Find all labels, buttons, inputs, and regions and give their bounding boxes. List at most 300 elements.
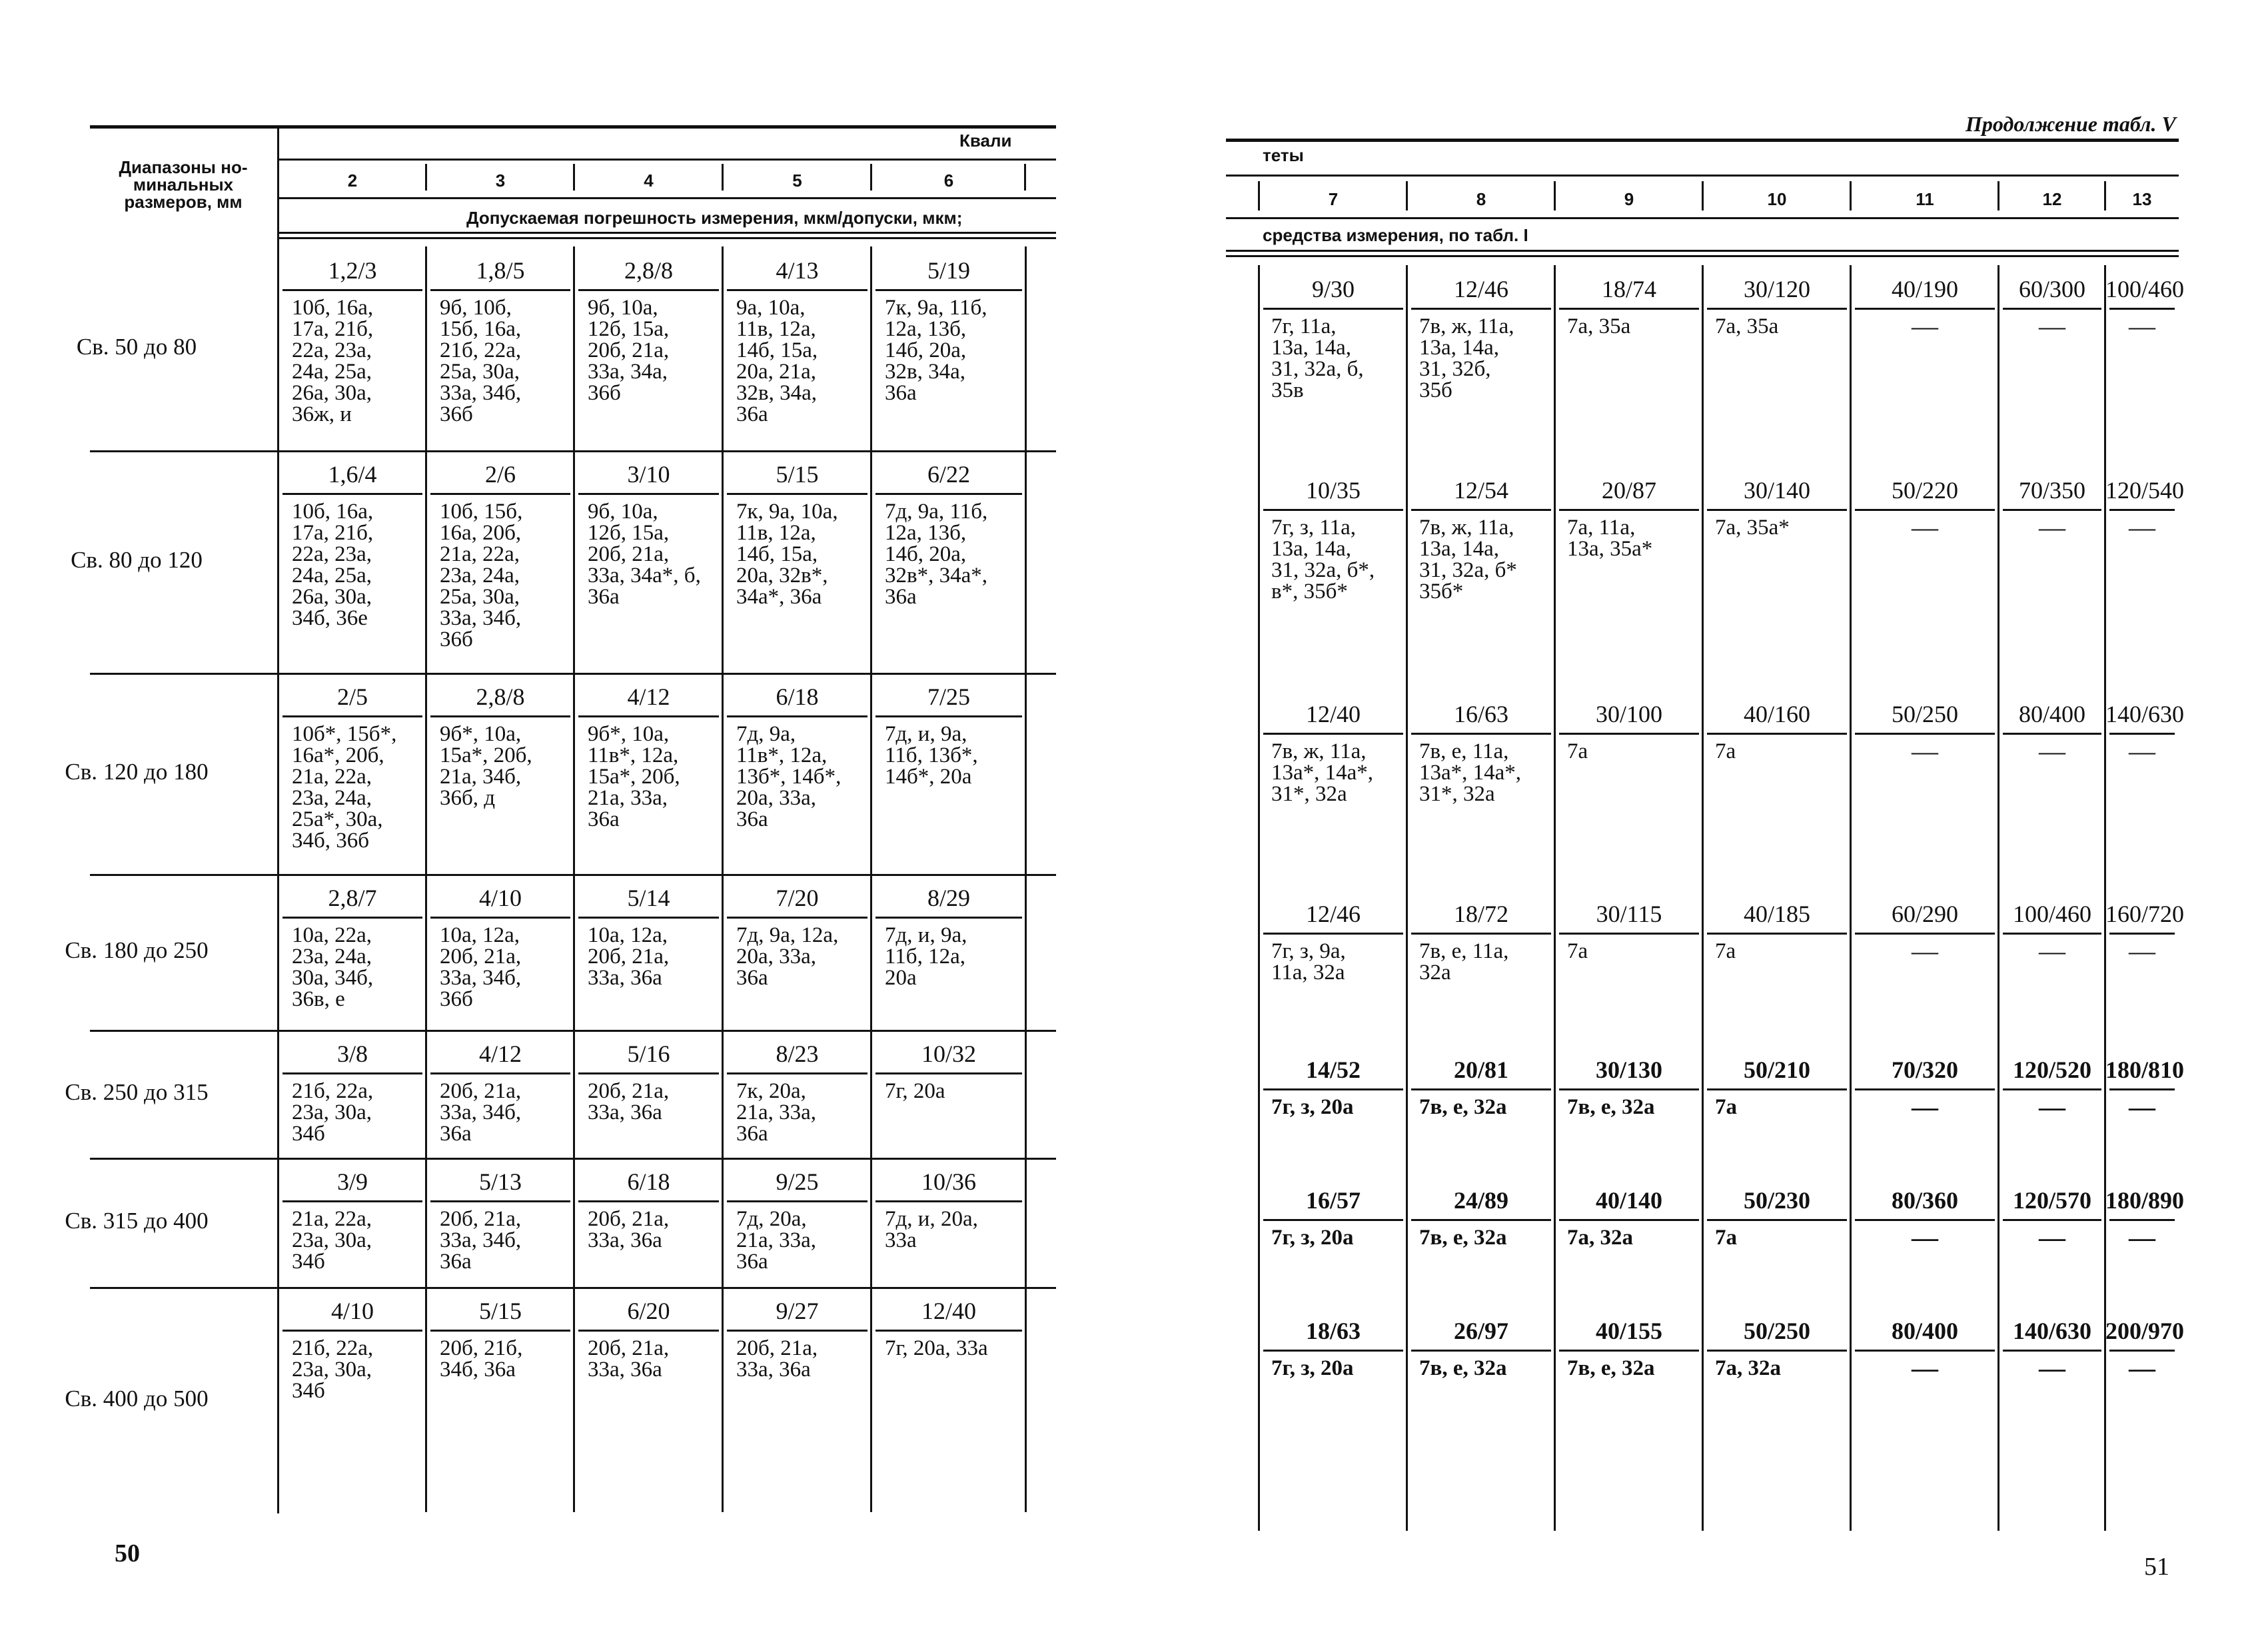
instrument-list: 7в, е, 11а, 32а [1419, 939, 1509, 985]
tolerance-rule [2109, 1350, 2175, 1352]
tolerance-value: 120/540 [2105, 477, 2185, 504]
instrument-list: 9б, 10б, 15б, 16а, 21б, 22а, 25а, 30а, 33а, 34б, 36б [440, 296, 522, 426]
instrument-list: — [1912, 936, 1938, 966]
quality-header: 5 [792, 171, 802, 191]
instrument-list: 7д, 9а, 12а, 20а, 33а, 36а [736, 923, 839, 990]
quality-header: 10 [1767, 189, 1787, 209]
tolerance-rule [2003, 1350, 2101, 1352]
instrument-list: 9б, 10а, 12б, 15а, 20б, 21а, 33а, 34а, 36б [588, 296, 670, 405]
tolerance-value: 7/20 [776, 885, 819, 911]
row-rule [90, 1158, 1056, 1160]
instrument-list: — [2039, 311, 2065, 341]
instrument-list: 7г, 20а [885, 1079, 945, 1103]
instrument-list: 7в, ж, 11а, 13а, 14а, 31, 32а, б* 35б* [1419, 516, 1517, 604]
range-label: Св. 80 до 120 [71, 547, 203, 573]
tolerance-rule [430, 1072, 570, 1074]
tolerance-value: 180/890 [2105, 1187, 2185, 1214]
tolerance-value: 100/460 [2012, 901, 2091, 927]
column-rule [425, 164, 427, 191]
column-rule [573, 164, 575, 191]
tolerance-rule [578, 289, 719, 291]
tolerance-rule [430, 1330, 570, 1332]
tolerance-rule [1411, 308, 1551, 310]
tolerance-value: 200/970 [2105, 1318, 2185, 1344]
tolerance-value: 140/630 [2105, 701, 2185, 727]
tolerance-value: 30/100 [1595, 701, 1662, 727]
tolerance-value: 3/9 [336, 1168, 368, 1195]
tolerance-rule [2003, 1219, 2101, 1221]
tolerance-rule [1707, 933, 1847, 935]
instrument-list: 20б, 21а, 33а, 34б, 36а [440, 1207, 522, 1274]
tolerance-rule [2109, 308, 2175, 310]
instrument-list: 7в, е, 11а, 13а*, 14а*, 31*, 32а [1419, 739, 1522, 806]
column-rule [1024, 164, 1026, 191]
tolerance-rule [1411, 733, 1551, 735]
tolerance-value: 40/185 [1743, 901, 1810, 927]
header-rule [279, 232, 1056, 234]
instrument-list: 9б*, 10а, 11в*, 12а, 15а*, 20б, 21а, 33а, 36а [588, 722, 680, 831]
tolerance-value: 2,8/8 [476, 683, 525, 710]
instrument-list: — [2039, 936, 2065, 966]
instrument-list: — [1912, 1092, 1938, 1122]
tolerance-value: 80/360 [1891, 1187, 1958, 1214]
instrument-list: 10б, 15б, 16а, 20б, 21а, 22а, 23а, 24а, 25а, 30а, 33а, 34б, 36б [440, 500, 523, 651]
instrument-list: — [2039, 736, 2065, 766]
table-top-rule [90, 125, 1056, 129]
instrument-list: 7г, 11а, 13а, 14а, 31, 32а, б, 35в [1271, 314, 1364, 402]
instrument-list: 7д, 9а, 11в*, 12а, 13б*, 14б*, 20а, 33а, 36а [736, 722, 842, 831]
tolerance-value: 18/63 [1305, 1318, 1361, 1344]
tolerance-rule [578, 917, 719, 919]
tolerance-value: 20/87 [1601, 477, 1656, 504]
tolerance-value: 8/23 [776, 1040, 819, 1067]
instrument-list: — [2129, 512, 2155, 542]
tolerance-value: 9/27 [776, 1298, 819, 1324]
instrument-list: 9а, 10а, 11в, 12а, 14б, 15а, 20а, 21а, 32в, 34а, 36а [736, 296, 818, 426]
qualities-group-header: Квали [959, 131, 1012, 151]
tolerance-value: 26/97 [1453, 1318, 1508, 1344]
tolerance-value: 2,8/8 [624, 257, 673, 284]
tolerance-value: 4/12 [627, 683, 670, 710]
tolerance-rule [1855, 1088, 1995, 1090]
tolerance-rule [1707, 1088, 1847, 1090]
tolerance-rule [1855, 1219, 1995, 1221]
tolerance-rule [578, 1330, 719, 1332]
tolerance-rule [283, 917, 422, 919]
instrument-list: — [1912, 736, 1938, 766]
row-rule [90, 673, 1056, 675]
quality-header: 13 [2132, 189, 2152, 209]
instrument-list: 7д, и, 9а, 11б, 13б*, 14б*, 20а [885, 722, 978, 789]
instrument-list: — [2129, 311, 2155, 341]
instrument-list: 7в, е, 32а [1419, 1356, 1507, 1380]
instrument-list: 7г, з, 11а, 13а, 14а, 31, 32а, б*, в*, 35б* [1271, 516, 1375, 604]
instrument-list: 7а [1567, 739, 1588, 763]
tolerance-value: 12/40 [921, 1298, 976, 1324]
tolerance-value: 40/140 [1595, 1187, 1662, 1214]
tolerance-value: 3/10 [627, 461, 670, 488]
tolerance-value: 5/14 [627, 885, 670, 911]
instrument-list: — [1912, 1222, 1938, 1252]
tolerance-rule [727, 1072, 867, 1074]
header-rule [1226, 250, 2179, 252]
tolerance-value: 4/10 [330, 1298, 374, 1324]
instrument-list: — [2039, 1222, 2065, 1252]
tolerance-value: 50/250 [1743, 1318, 1810, 1344]
tolerance-rule [578, 1072, 719, 1074]
qualities-group-header-cont: теты [1263, 145, 1304, 165]
row-rule [90, 874, 1056, 876]
quality-header: 3 [495, 171, 506, 191]
tolerance-rule [727, 1200, 867, 1202]
tolerance-rule [727, 1330, 867, 1332]
instrument-list: 10а, 12а, 20б, 21а, 33а, 36а [588, 923, 670, 990]
instrument-list: 20б, 21а, 33а, 36а [588, 1336, 670, 1382]
column-rule [2104, 181, 2106, 210]
row-rule [90, 1030, 1056, 1032]
tolerance-rule [1707, 308, 1847, 310]
instrument-list: 20б, 21а, 33а, 34б, 36а [440, 1079, 522, 1146]
tolerance-rule [1411, 1088, 1551, 1090]
right-subheader: средства измерения, по табл. I [1263, 225, 1528, 245]
instrument-list: 7а [1567, 939, 1588, 963]
column-rule [870, 164, 872, 191]
instrument-list: 20б, 21а, 33а, 36а [736, 1336, 818, 1382]
range-label: Св. 180 до 250 [65, 937, 209, 963]
quality-header: 12 [2042, 189, 2062, 209]
page-number-right: 51 [2144, 1553, 2169, 1581]
instrument-list: 7в, ж, 11а, 13а, 14а, 31, 32б, 35б [1419, 314, 1514, 402]
tolerance-rule [727, 289, 867, 291]
tolerance-value: 12/40 [1305, 701, 1361, 727]
instrument-list: 20б, 21б, 34б, 36а [440, 1336, 523, 1382]
instrument-list: — [2129, 1222, 2155, 1252]
instrument-list: — [1912, 512, 1938, 542]
instrument-list: 7г, 20а, 33а [885, 1336, 988, 1360]
tolerance-rule [1855, 933, 1995, 935]
tolerance-value: 2/6 [484, 461, 516, 488]
instrument-list: 10б, 16а, 17а, 21б, 22а, 23а, 24а, 25а, 26а, 30а, 34б, 36е [292, 500, 374, 630]
row-rule [90, 450, 1056, 452]
tolerance-value: 5/15 [776, 461, 819, 488]
tolerance-value: 1,2/3 [328, 257, 377, 284]
tolerance-rule [727, 493, 867, 495]
range-label: Св. 400 до 500 [65, 1386, 209, 1412]
tolerance-value: 140/630 [2012, 1318, 2091, 1344]
tolerance-rule [1855, 509, 1995, 511]
tolerance-value: 9/30 [1311, 276, 1355, 302]
tolerance-value: 30/130 [1595, 1056, 1662, 1083]
tolerance-rule [1411, 1350, 1551, 1352]
row-rule [90, 1287, 1056, 1289]
instrument-list: 7г, з, 20а [1271, 1226, 1354, 1250]
instrument-list: 7д, и, 20а, 33а [885, 1207, 978, 1252]
tolerance-rule [283, 1200, 422, 1202]
instrument-list: 7д, и, 9а, 11б, 12а, 20а [885, 923, 967, 990]
tolerance-value: 180/810 [2105, 1056, 2185, 1083]
tolerance-rule [2109, 509, 2175, 511]
tolerance-rule [1855, 308, 1995, 310]
tolerance-value: 10/36 [921, 1168, 976, 1195]
instrument-list: 21б, 22а, 23а, 30а, 34б [292, 1336, 374, 1403]
column-rule [1702, 181, 1704, 210]
instrument-list: 21а, 22а, 23а, 30а, 34б [292, 1207, 372, 1274]
range-label: Св. 315 до 400 [65, 1208, 209, 1234]
table-top-rule [1226, 139, 2179, 142]
tolerance-rule [1855, 733, 1995, 735]
tolerance-rule [875, 1072, 1022, 1074]
tolerance-value: 18/72 [1453, 901, 1508, 927]
tolerance-rule [875, 1330, 1022, 1332]
tolerance-rule [1707, 733, 1847, 735]
tolerance-value: 1,6/4 [328, 461, 377, 488]
left-subheader: Допускаемая погрешность измерения, мкм/допуски, мкм; [466, 208, 963, 228]
instrument-list: 20б, 21а, 33а, 36а [588, 1207, 670, 1252]
tolerance-rule [2003, 1088, 2101, 1090]
instrument-list: 7в, е, 32а [1419, 1226, 1507, 1250]
tolerance-rule [430, 917, 570, 919]
instrument-list: 7а, 11а, 13а, 35а* [1567, 516, 1653, 561]
instrument-list: 7в, е, 32а [1567, 1095, 1655, 1119]
tolerance-value: 6/22 [927, 461, 970, 488]
tolerance-rule [2109, 733, 2175, 735]
tolerance-rule [727, 715, 867, 717]
tolerance-rule [1707, 509, 1847, 511]
tolerance-rule [875, 715, 1022, 717]
tolerance-value: 16/63 [1453, 701, 1508, 727]
tolerance-value: 100/460 [2105, 276, 2185, 302]
quality-header: 6 [943, 171, 954, 191]
tolerance-rule [1263, 933, 1403, 935]
tolerance-value: 24/89 [1453, 1187, 1508, 1214]
tolerance-value: 10/32 [921, 1040, 976, 1067]
instrument-list: 7а [1715, 1226, 1737, 1250]
column-rule [1850, 181, 1852, 210]
tolerance-value: 6/18 [776, 683, 819, 710]
tolerance-rule [578, 715, 719, 717]
tolerance-value: 9/25 [776, 1168, 819, 1195]
header-rule [1226, 175, 2179, 177]
tolerance-rule [2109, 933, 2175, 935]
tolerance-rule [1559, 733, 1699, 735]
tolerance-value: 8/29 [927, 885, 970, 911]
header-rule [1226, 255, 2179, 257]
instrument-list: 21б, 22а, 23а, 30а, 34б [292, 1079, 374, 1146]
range-label: Св. 120 до 180 [65, 759, 209, 785]
instrument-list: 7а, 32а [1567, 1226, 1633, 1250]
tolerance-rule [1263, 733, 1403, 735]
tolerance-value: 50/210 [1743, 1056, 1810, 1083]
tolerance-rule [2003, 509, 2101, 511]
tolerance-value: 20/81 [1453, 1056, 1508, 1083]
instrument-list: — [2129, 1092, 2155, 1122]
tolerance-rule [875, 1200, 1022, 1202]
tolerance-rule [1411, 1219, 1551, 1221]
tolerance-value: 18/74 [1601, 276, 1656, 302]
quality-header: 8 [1476, 189, 1486, 209]
instrument-list: 7г, з, 20а [1271, 1095, 1354, 1119]
range-label: Св. 250 до 315 [65, 1079, 209, 1105]
tolerance-rule [2003, 933, 2101, 935]
quality-header: 7 [1328, 189, 1339, 209]
tolerance-value: 50/230 [1743, 1187, 1810, 1214]
tolerance-rule [1411, 509, 1551, 511]
tolerance-value: 80/400 [1891, 1318, 1958, 1344]
tolerance-value: 160/720 [2105, 901, 2185, 927]
instrument-list: 10б, 16а, 17а, 21б, 22а, 23а, 24а, 25а, 26а, 30а, 36ж, и [292, 296, 374, 426]
tolerance-rule [1559, 1219, 1699, 1221]
tolerance-rule [578, 1200, 719, 1202]
instrument-list: 7а, 35а* [1715, 516, 1790, 540]
header-rule [279, 237, 1056, 239]
instrument-list: 7в, ж, 11а, 13а*, 14а*, 31*, 32а [1271, 739, 1374, 806]
instrument-list: 7а [1715, 939, 1736, 963]
tolerance-value: 30/120 [1743, 276, 1810, 302]
instrument-list: 7а, 32а [1715, 1356, 1781, 1380]
tolerance-value: 40/160 [1743, 701, 1810, 727]
instrument-list: 7к, 9а, 10а, 11в, 12а, 14б, 15а, 20а, 32в*, 34а*, 36а [736, 500, 838, 609]
tolerance-rule [1707, 1350, 1847, 1352]
tolerance-rule [1559, 509, 1699, 511]
tolerance-value: 6/20 [627, 1298, 670, 1324]
instrument-list: 10а, 12а, 20б, 21а, 33а, 34б, 36б [440, 923, 522, 1011]
tolerance-rule [2003, 733, 2101, 735]
instrument-list: — [2039, 1092, 2065, 1122]
tolerance-value: 30/115 [1596, 901, 1662, 927]
tolerance-value: 2/5 [336, 683, 368, 710]
quality-header: 4 [644, 171, 654, 191]
instrument-list: — [2129, 936, 2155, 966]
tolerance-value: 12/46 [1305, 901, 1361, 927]
tolerance-rule [1559, 1350, 1699, 1352]
tolerance-rule [578, 493, 719, 495]
instrument-list: 7д, 20а, 21а, 33а, 36а [736, 1207, 817, 1274]
tolerance-value: 120/570 [2012, 1187, 2091, 1214]
tolerance-rule [1855, 1350, 1995, 1352]
tolerance-rule [1263, 509, 1403, 511]
instrument-list: 7д, 9а, 11б, 12а, 13б, 14б, 20а, 32в*, 34а*, 36а [885, 500, 988, 609]
tolerance-value: 5/19 [927, 257, 970, 284]
instrument-list: 7а, 35а [1715, 314, 1779, 338]
tolerance-value: 1,8/5 [476, 257, 525, 284]
tolerance-value: 80/400 [2018, 701, 2085, 727]
tolerance-rule [2003, 308, 2101, 310]
instrument-list: 7г, з, 20а [1271, 1356, 1354, 1380]
tolerance-rule [283, 1330, 422, 1332]
tolerance-value: 12/54 [1453, 477, 1508, 504]
quality-header: 11 [1916, 189, 1934, 209]
tolerance-rule [875, 493, 1022, 495]
tolerance-value: 7/25 [927, 683, 970, 710]
header-rule [1226, 217, 2179, 219]
instrument-list: 7а [1715, 739, 1736, 763]
tolerance-rule [1707, 1219, 1847, 1221]
tolerance-value: 14/52 [1305, 1056, 1361, 1083]
tolerance-rule [875, 289, 1022, 291]
quality-header: 9 [1624, 189, 1634, 209]
instrument-list: 7г, з, 9а, 11а, 32а [1271, 939, 1346, 985]
instrument-list: 10а, 22а, 23а, 24а, 30а, 34б, 36в, е [292, 923, 374, 1011]
tolerance-value: 5/13 [478, 1168, 522, 1195]
tolerance-rule [1411, 933, 1551, 935]
tolerance-value: 16/57 [1305, 1187, 1361, 1214]
tolerance-value: 10/35 [1305, 477, 1361, 504]
tolerance-rule [283, 1072, 422, 1074]
tolerance-value: 4/12 [478, 1040, 522, 1067]
tolerance-rule [430, 715, 570, 717]
tolerance-value: 3/8 [336, 1040, 368, 1067]
right-page [1133, 0, 2266, 1652]
column-rule [1406, 181, 1408, 210]
tolerance-value: 12/46 [1453, 276, 1508, 302]
range-label: Св. 50 до 80 [76, 334, 197, 360]
tolerance-value: 6/18 [627, 1168, 670, 1195]
instrument-list: — [2129, 736, 2155, 766]
tolerance-value: 5/16 [627, 1040, 670, 1067]
column-rule [722, 164, 724, 191]
tolerance-rule [283, 289, 422, 291]
tolerance-value: 50/220 [1891, 477, 1958, 504]
tolerance-value: 70/350 [2018, 477, 2085, 504]
instrument-list: — [2039, 1353, 2065, 1383]
instrument-list: 9б*, 10а, 15а*, 20б, 21а, 34б, 36б, д [440, 722, 532, 810]
tolerance-value: 40/155 [1595, 1318, 1662, 1344]
tolerance-rule [283, 493, 422, 495]
instrument-list: 7в, е, 32а [1567, 1356, 1655, 1380]
tolerance-value: 70/320 [1891, 1056, 1958, 1083]
header-rule [279, 159, 1056, 161]
continuation-label: Продолжение табл. V [1966, 112, 2176, 136]
instrument-list: 7в, е, 32а [1419, 1095, 1507, 1119]
tolerance-value: 50/250 [1891, 701, 1958, 727]
tolerance-rule [430, 493, 570, 495]
tolerance-rule [875, 917, 1022, 919]
quality-header: 2 [347, 171, 358, 191]
tolerance-rule [283, 715, 422, 717]
instrument-list: — [1912, 311, 1938, 341]
tolerance-value: 4/13 [776, 257, 819, 284]
tolerance-rule [2109, 1219, 2175, 1221]
tolerance-rule [1559, 1088, 1699, 1090]
tolerance-rule [1559, 933, 1699, 935]
range-column-header: Диапазоны но- минальных размеров, мм [119, 157, 248, 212]
tolerance-value: 120/520 [2012, 1056, 2091, 1083]
column-rule [1554, 181, 1556, 210]
instrument-list: 10б*, 15б*, 16а*, 20б, 21а, 22а, 23а, 24а, 25а*, 30а, 34б, 36б [292, 722, 397, 853]
tolerance-rule [1263, 1219, 1403, 1221]
tolerance-rule [430, 289, 570, 291]
tolerance-value: 2,8/7 [328, 885, 377, 911]
instrument-list: 7к, 9а, 11б, 12а, 13б, 14б, 20а, 32в, 34а, 36а [885, 296, 987, 405]
column-rule [1258, 181, 1260, 210]
instrument-list: 9б, 10а, 12б, 15а, 20б, 21а, 33а, 34а*, б, 36а [588, 500, 701, 609]
instrument-list: — [2039, 512, 2065, 542]
page-number-left: 50 [115, 1539, 140, 1567]
tolerance-rule [1263, 1088, 1403, 1090]
instrument-list: 7к, 20а, 21а, 33а, 36а [736, 1079, 817, 1146]
instrument-list: 20б, 21а, 33а, 36а [588, 1079, 670, 1124]
header-rule [279, 197, 1056, 199]
tolerance-rule [1263, 1350, 1403, 1352]
tolerance-rule [430, 1200, 570, 1202]
tolerance-rule [1559, 308, 1699, 310]
instrument-list: — [1912, 1353, 1938, 1383]
column-rule [1997, 181, 1999, 210]
tolerance-value: 60/290 [1891, 901, 1958, 927]
tolerance-rule [1263, 308, 1403, 310]
tolerance-value: 30/140 [1743, 477, 1810, 504]
tolerance-value: 5/15 [478, 1298, 522, 1324]
